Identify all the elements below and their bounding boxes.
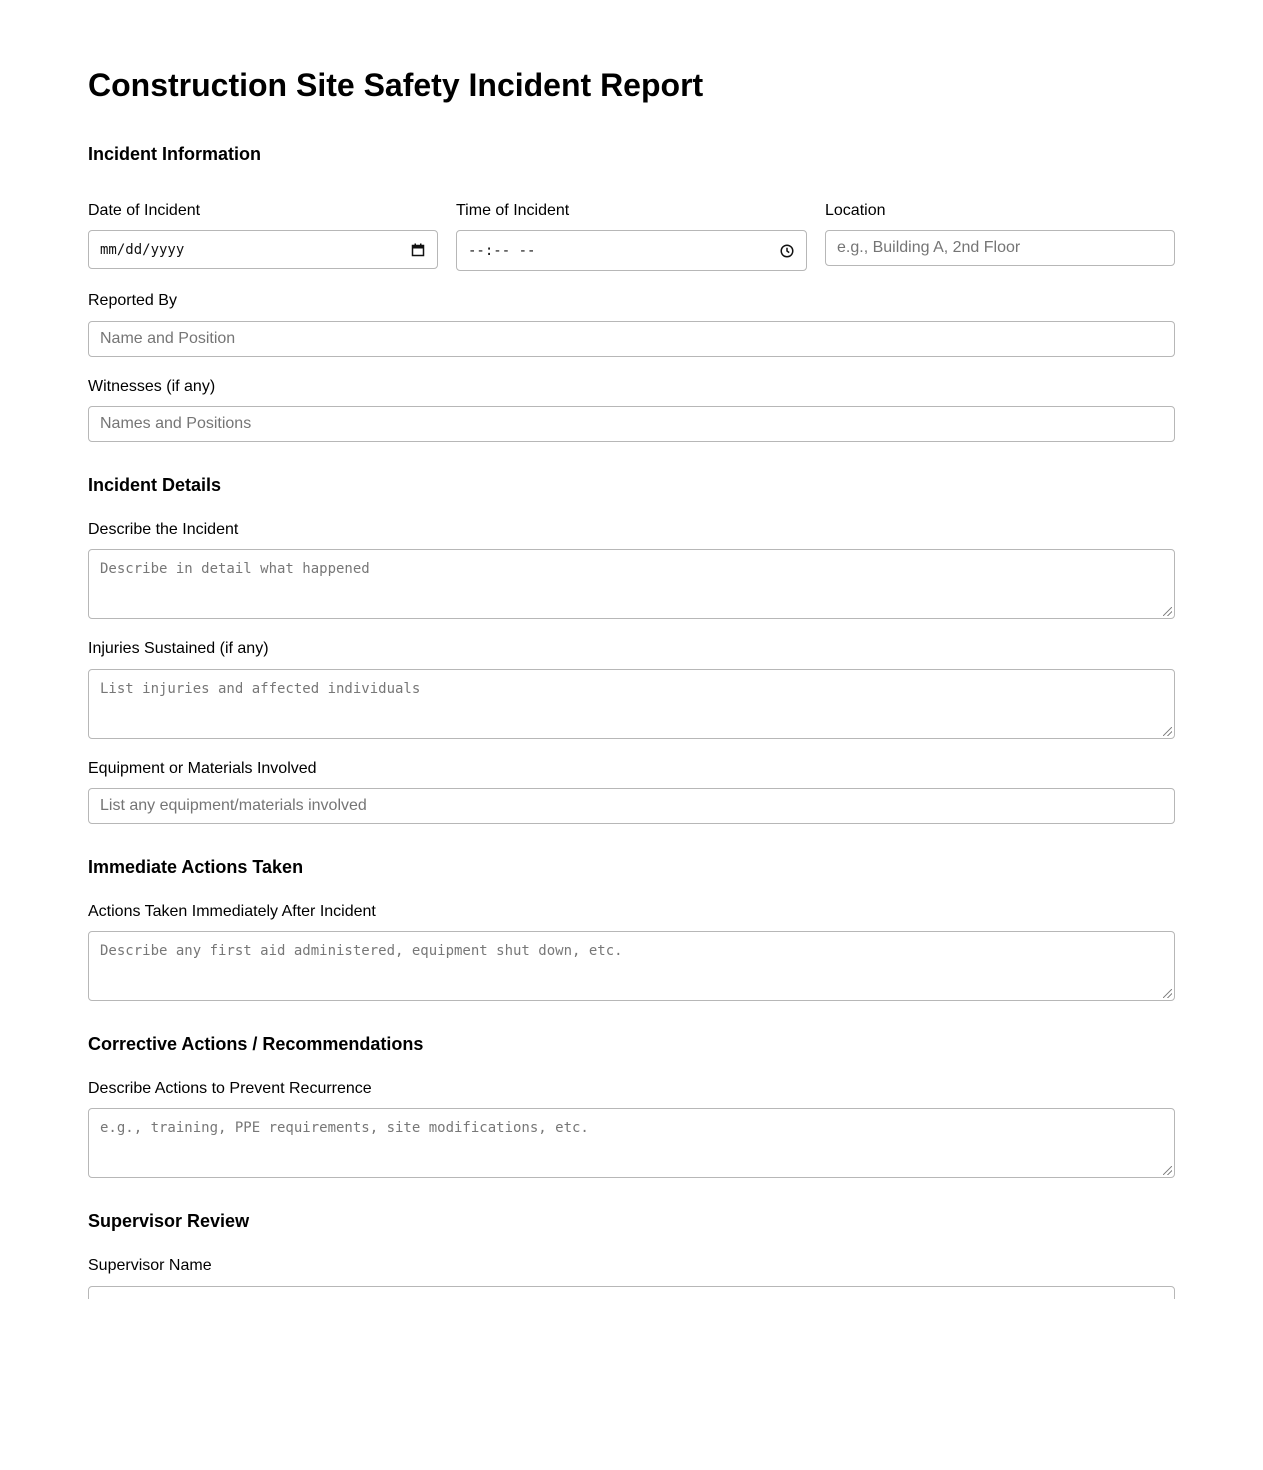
witnesses-input[interactable]	[88, 406, 1175, 442]
supervisor-name-label: Supervisor Name	[88, 1257, 212, 1274]
equipment-placeholder: List any equipment/materials involved	[100, 797, 367, 814]
prevent-recurrence-label: Describe Actions to Prevent Recurrence	[88, 1080, 372, 1097]
immediate-actions-label: Actions Taken Immediately After Incident	[88, 903, 376, 920]
reported-by-input[interactable]	[88, 321, 1175, 357]
resize-handle-icon[interactable]	[1163, 727, 1172, 736]
immediate-actions-placeholder: Describe any first aid administered, equipment shut down, etc.	[100, 943, 623, 959]
incident-report-form	[88, 0, 1175, 1299]
describe-incident-label: Describe the Incident	[88, 521, 239, 538]
section-heading-corrective-actions: Corrective Actions / Recommendations	[88, 1034, 424, 1054]
section-heading-immediate-actions: Immediate Actions Taken	[88, 857, 304, 877]
injuries-label: Injuries Sustained (if any)	[88, 640, 269, 657]
immediate-actions-textarea[interactable]	[88, 931, 1175, 1001]
witnesses-label: Witnesses (if any)	[88, 378, 216, 395]
location-label: Location	[825, 202, 886, 219]
calendar-icon[interactable]	[410, 242, 426, 258]
time-input[interactable]	[456, 230, 807, 271]
date-label: Date of Incident	[88, 202, 201, 219]
location-input[interactable]	[825, 230, 1175, 266]
describe-incident-placeholder: Describe in detail what happened	[100, 561, 370, 577]
witnesses-placeholder: Names and Positions	[100, 415, 252, 432]
location-placeholder: e.g., Building A, 2nd Floor	[837, 239, 1021, 256]
section-heading-supervisor-review: Supervisor Review	[88, 1211, 250, 1231]
resize-handle-icon[interactable]	[1163, 1166, 1172, 1175]
resize-handle-icon[interactable]	[1163, 989, 1172, 998]
injuries-textarea[interactable]	[88, 669, 1175, 739]
page-title: Construction Site Safety Incident Report	[88, 67, 704, 103]
injuries-placeholder: List injuries and affected individuals	[100, 681, 421, 697]
prevent-recurrence-placeholder: e.g., training, PPE requirements, site modifications, etc.	[100, 1120, 589, 1136]
clock-icon[interactable]	[779, 243, 795, 259]
section-heading-incident-information: Incident Information	[88, 144, 261, 164]
date-placeholder: mm/dd/yyyy	[100, 241, 185, 258]
section-heading-incident-details: Incident Details	[88, 475, 222, 495]
reported-by-placeholder: Name and Position	[100, 330, 236, 347]
equipment-input[interactable]	[88, 788, 1175, 824]
reported-by-label: Reported By	[88, 292, 177, 309]
describe-incident-textarea[interactable]	[88, 549, 1175, 619]
supervisor-name-input[interactable]	[88, 1286, 1175, 1299]
equipment-label: Equipment or Materials Involved	[88, 760, 317, 777]
date-input[interactable]	[88, 230, 438, 269]
time-label: Time of Incident	[456, 202, 570, 219]
resize-handle-icon[interactable]	[1163, 607, 1172, 616]
time-placeholder: --:-- --	[468, 242, 536, 259]
prevent-recurrence-textarea[interactable]	[88, 1108, 1175, 1178]
